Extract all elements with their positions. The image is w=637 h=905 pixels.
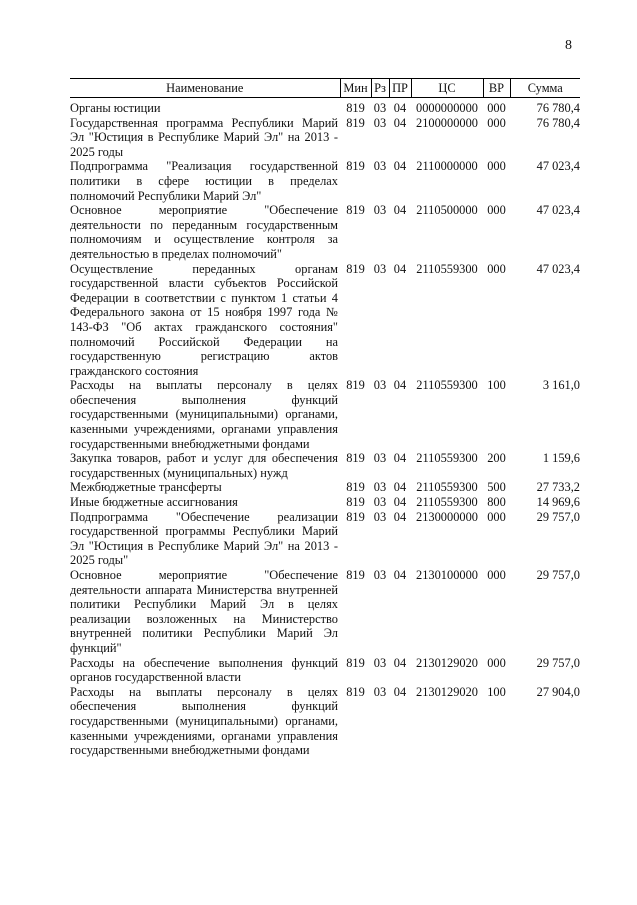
header-name: Наименование <box>70 79 340 98</box>
budget-table <box>70 78 580 758</box>
row-cs: 2110559300 <box>416 261 478 276</box>
row-pr: 04 <box>393 101 407 115</box>
row-vr: 000 <box>487 203 506 218</box>
row-min: 819 <box>346 684 365 699</box>
row-rz: 03 <box>373 684 387 699</box>
table-body <box>70 98 580 758</box>
table-row <box>70 203 580 261</box>
row-name: Осуществление переданных органам государственной власти субъектов Российской Федерации в соответствии с пунктом 1 статьи 4 Федерального закона от 15 ноября 1997 года № 143-ФЗ "Об актах гражданского состояния" полномочий Российской Федерации на государственную регистрацию актов гражданского состояния <box>70 261 338 378</box>
table-row <box>70 378 580 451</box>
row-sum: 27 904,0 <box>536 684 580 699</box>
row-min: 819 <box>346 480 365 495</box>
row-pr: 04 <box>393 568 407 582</box>
row-min: 819 <box>346 261 365 276</box>
row-cs: 2130129020 <box>416 684 478 699</box>
row-vr: 000 <box>487 655 506 670</box>
row-sum: 27 733,2 <box>536 480 580 495</box>
row-sum: 29 757,0 <box>536 568 580 582</box>
row-vr: 000 <box>487 568 506 582</box>
row-min: 819 <box>346 203 365 218</box>
row-name: Подпрограмма "Обеспечение реализации государственной программы Республики Марий Эл "Юстиция в Республике Марий Эл" на 2013 - 2025 годы" <box>70 509 338 568</box>
page-number: 8 <box>565 38 572 53</box>
row-name: Расходы на выплаты персоналу в целях обеспечения выполнения функций государственными (муниципальными) органами, казенными учреждениями, органами управления государственными внебюджетными фондами <box>70 684 338 758</box>
table-row <box>70 480 580 495</box>
row-name: Иные бюджетные ассигнования <box>70 495 238 510</box>
row-rz: 03 <box>373 159 387 174</box>
row-vr: 000 <box>487 101 506 115</box>
table-row <box>70 685 580 758</box>
table-row <box>70 159 580 203</box>
row-sum: 76 780,4 <box>536 101 580 115</box>
table-row <box>70 98 580 116</box>
row-vr: 000 <box>487 261 506 276</box>
row-sum: 47 023,4 <box>536 203 580 218</box>
row-sum: 14 969,6 <box>536 495 580 510</box>
row-min: 819 <box>346 655 365 670</box>
row-name: Подпрограмма "Реализация государственной политики в сфере юстиции в пределах полномочий Республики Марий Эл" <box>70 159 338 203</box>
row-pr: 04 <box>393 451 407 466</box>
row-sum: 76 780,4 <box>536 115 580 130</box>
row-rz: 03 <box>373 509 387 524</box>
row-sum: 47 023,4 <box>536 261 580 276</box>
table-row <box>70 262 580 379</box>
table-row <box>70 510 580 568</box>
row-cs: 2130129020 <box>416 655 478 670</box>
row-pr: 04 <box>393 203 407 218</box>
row-name: Межбюджетные трансферты <box>70 480 222 495</box>
row-sum: 1 159,6 <box>542 451 580 466</box>
row-vr: 100 <box>487 684 506 699</box>
row-vr: 200 <box>487 451 506 466</box>
row-rz: 03 <box>373 495 387 510</box>
row-name: Основное мероприятие "Обеспечение деятельности по переданным государственным полномочиям и осуществление контроля за деятельностью в пределах полномочий" <box>70 203 338 261</box>
row-pr: 04 <box>393 480 407 495</box>
row-rz: 03 <box>373 655 387 670</box>
header-min: Мин <box>340 79 371 98</box>
row-pr: 04 <box>393 495 407 510</box>
row-name: Органы юстиции <box>70 101 161 115</box>
table-row <box>70 568 580 656</box>
table-header-row <box>70 79 580 98</box>
row-min: 819 <box>346 101 365 115</box>
row-cs: 2100000000 <box>416 115 478 130</box>
row-pr: 04 <box>393 115 407 130</box>
row-rz: 03 <box>373 115 387 130</box>
row-name: Расходы на выплаты персоналу в целях обеспечения выполнения функций государственными (муниципальными) органами, казенными учреждениями, органами управления государственными внебюджетными фондами <box>70 378 338 451</box>
row-sum: 29 757,0 <box>536 655 580 670</box>
row-pr: 04 <box>393 159 407 174</box>
row-vr: 000 <box>487 115 506 130</box>
row-pr: 04 <box>393 378 407 393</box>
row-sum: 47 023,4 <box>536 159 580 174</box>
row-min: 819 <box>346 495 365 510</box>
row-min: 819 <box>346 159 365 174</box>
header-sum: Сумма <box>510 79 580 98</box>
row-vr: 000 <box>487 159 506 174</box>
row-min: 819 <box>346 451 365 466</box>
row-cs: 2130100000 <box>416 568 478 582</box>
header-cs: ЦС <box>411 79 483 98</box>
row-min: 819 <box>346 568 365 582</box>
row-sum: 3 161,0 <box>542 378 580 393</box>
row-cs: 2110559300 <box>416 451 478 466</box>
row-min: 819 <box>346 115 365 130</box>
row-rz: 03 <box>373 261 387 276</box>
row-name: Основное мероприятие "Обеспечение деятельности аппарата Министерства внутренней политики Республики Марий Эл в целях реализации возложенных на Министерство внутренней политики Республики Марий Эл функций" <box>70 568 338 655</box>
row-pr: 04 <box>393 655 407 670</box>
row-pr: 04 <box>393 261 407 276</box>
row-pr: 04 <box>393 684 407 699</box>
row-name: Закупка товаров, работ и услуг для обеспечения государственных (муниципальных) нужд <box>70 451 338 480</box>
row-cs: 2110559300 <box>416 495 478 510</box>
header-vr: ВР <box>483 79 510 98</box>
row-vr: 500 <box>487 480 506 495</box>
row-rz: 03 <box>373 480 387 495</box>
row-rz: 03 <box>373 101 387 115</box>
table-row <box>70 116 580 160</box>
row-rz: 03 <box>373 203 387 218</box>
row-min: 819 <box>346 509 365 524</box>
row-sum: 29 757,0 <box>536 509 580 524</box>
row-vr: 100 <box>487 378 506 393</box>
row-min: 819 <box>346 378 365 393</box>
row-name: Расходы на обеспечение выполнения функций органов государственной власти <box>70 655 338 685</box>
row-name: Государственная программа Республики Марий Эл "Юстиция в Республике Марий Эл" на 2013 - 2025 годы <box>70 115 338 159</box>
row-vr: 000 <box>487 509 506 524</box>
table-row <box>70 451 580 480</box>
row-cs: 2110500000 <box>416 203 478 218</box>
row-cs: 2110000000 <box>416 159 478 174</box>
row-pr: 04 <box>393 509 407 524</box>
table-row <box>70 656 580 685</box>
row-vr: 800 <box>487 495 506 510</box>
row-cs: 2130000000 <box>416 509 478 524</box>
row-rz: 03 <box>373 451 387 466</box>
row-rz: 03 <box>373 568 387 582</box>
row-cs: 2110559300 <box>416 480 478 495</box>
row-rz: 03 <box>373 378 387 393</box>
table-row <box>70 495 580 510</box>
header-rz: Рз <box>371 79 389 98</box>
header-pr: ПР <box>389 79 411 98</box>
row-cs: 0000000000 <box>416 101 478 115</box>
row-cs: 2110559300 <box>416 378 478 393</box>
